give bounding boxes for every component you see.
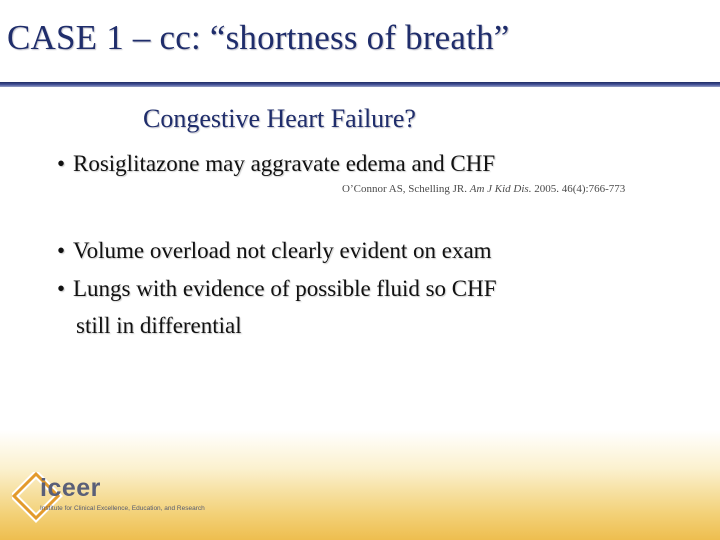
bullet-dot: • [57, 238, 66, 263]
bullet-continuation: still in differential [76, 313, 242, 338]
bullet-item-2 [57, 234, 492, 268]
slide-subtitle: Congestive Heart Failure? [143, 104, 416, 133]
title-divider [0, 82, 720, 87]
bullet-dot: • [57, 276, 66, 301]
bullet-text: Rosiglitazone may aggravate edema and CHF [73, 151, 496, 176]
citation-details: 2005. 46(4):766-773 [534, 183, 626, 195]
citation-authors: O’Connor AS, Schelling JR. [342, 183, 467, 195]
logo-tagline: Institute for Clinical Excellence, Education, and Research [40, 505, 205, 512]
citation [342, 183, 625, 195]
bullet-item-1 [57, 147, 495, 181]
bullet-text: Volume overload not clearly evident on exam [73, 238, 492, 263]
bullet-dot: • [57, 151, 66, 176]
bullet-item-3 [57, 272, 497, 306]
iceer-logo [12, 470, 212, 530]
bullet-text: Lungs with evidence of possible fluid so CHF [73, 276, 497, 301]
citation-journal: Am J Kid Dis. [469, 183, 532, 195]
logo-wordmark: iceer [40, 474, 101, 502]
slide-title: CASE 1 – cc: “shortness of breath” [7, 18, 510, 57]
